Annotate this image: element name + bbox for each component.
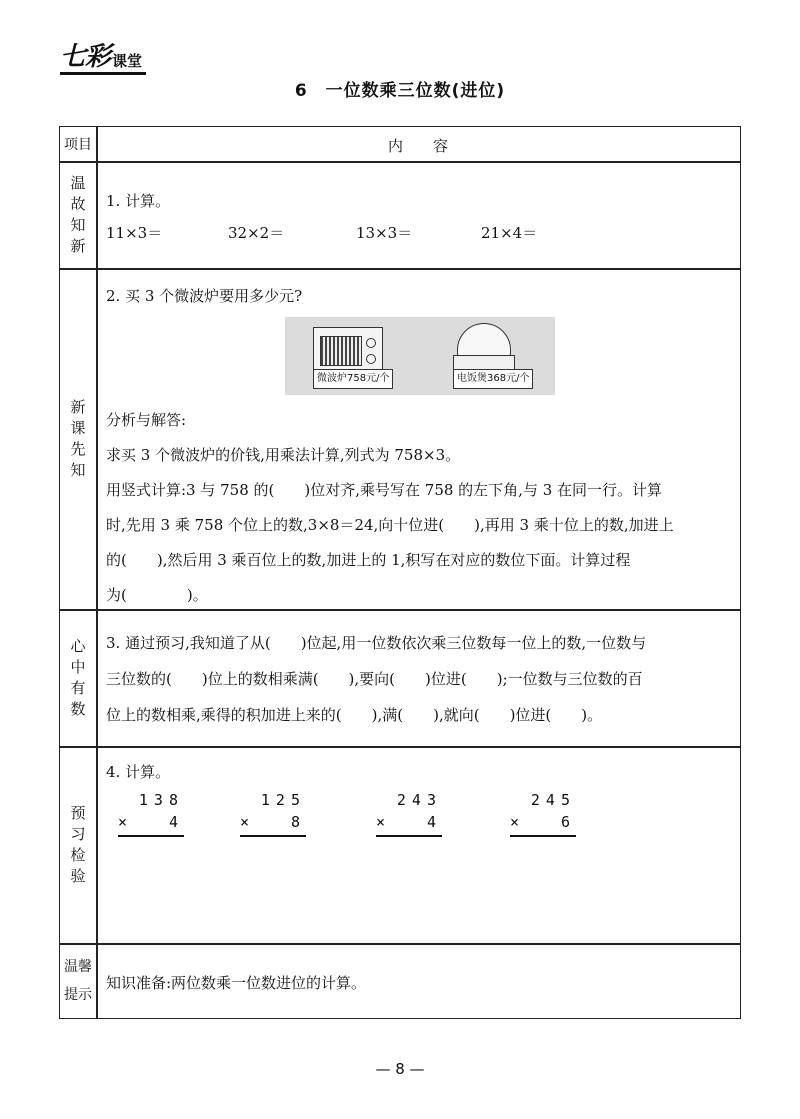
- page-title: 6 一位数乘三位数(进位): [294, 81, 506, 101]
- worksheet-table: [59, 126, 741, 1019]
- header-item-label: 项目: [64, 137, 92, 153]
- answer-rule: [240, 835, 306, 837]
- times-sign: ×: [510, 813, 520, 831]
- preview-label: 预习检验: [70, 804, 86, 885]
- brand-logo: [60, 44, 142, 70]
- column-divider: [96, 127, 98, 1018]
- analysis-line: 用竖式计算:3 与 758 的( )位对齐,乘号写在 758 的左下角,与 3 在同一行。计算: [106, 481, 663, 499]
- q4-text: 4. 计算。: [106, 763, 171, 781]
- mind-line: 3. 通过预习,我知道了从( )位起,用一位数依次乘三位数每一位上的数,一位数与: [106, 634, 647, 652]
- knob-icon: [366, 338, 376, 348]
- row-divider: [60, 943, 740, 945]
- review-label: 温故知新: [70, 174, 86, 255]
- row-divider: [60, 161, 740, 163]
- tips-label: 提示: [64, 987, 92, 1003]
- brand-text: 课堂: [112, 52, 143, 70]
- times-sign: ×: [118, 813, 128, 831]
- product-illustration: [285, 317, 555, 395]
- row-divider: [60, 609, 740, 611]
- multiplicand: 245: [530, 791, 576, 809]
- analysis-line: 求买 3 个微波炉的价钱,用乘法计算,列式为 758×3。: [106, 446, 461, 464]
- mind-label: 心中有数: [70, 637, 86, 718]
- q1-text: 1. 计算。: [106, 192, 171, 210]
- answer-rule: [510, 835, 576, 837]
- multiplier: 4: [426, 813, 436, 831]
- review-label-cell: [60, 162, 96, 268]
- times-sign: ×: [376, 813, 386, 831]
- analysis-line: 时,先用 3 乘 758 个位上的数,3×8＝24,向十位进( ),再用 3 乘十位上的数,加进上: [106, 516, 674, 534]
- tips-text: 知识准备:两位数乘一位数进位的计算。: [106, 974, 367, 992]
- analysis-line: 为( )。: [106, 586, 208, 604]
- newlesson-label-cell: [60, 269, 96, 609]
- rice-cooker-price-tag: 电饭煲368元/个: [453, 369, 533, 389]
- header-item-cell: [60, 127, 96, 161]
- review-expr: 32×2＝: [228, 224, 285, 242]
- tips-label: 温馨: [64, 959, 92, 975]
- rice-cooker-lid: [457, 323, 511, 357]
- mind-line: 位上的数相乘,乘得的积加进上来的( ),满( ),就向( )位进( )。: [106, 706, 603, 724]
- page-number: — 8 —: [375, 1060, 425, 1078]
- multiplier: 4: [168, 813, 178, 831]
- row-divider: [60, 746, 740, 748]
- analysis-heading: 分析与解答:: [106, 411, 187, 429]
- tips-label-cell: [60, 944, 96, 1018]
- rice-cooker-image: [453, 323, 515, 371]
- microwave-image: [313, 327, 383, 373]
- vertical-multiplication: [118, 791, 184, 835]
- answer-rule: [118, 835, 184, 837]
- knob-icon: [366, 354, 376, 364]
- mind-label-cell: [60, 610, 96, 746]
- multiplicand: 138: [138, 791, 184, 809]
- vertical-multiplication: [376, 791, 442, 835]
- brand-script: 七彩: [60, 42, 111, 72]
- microwave-price-tag: 微波炉758元/个: [313, 369, 393, 389]
- multiplier: 8: [290, 813, 300, 831]
- answer-rule: [376, 835, 442, 837]
- analysis-line: 的( ),然后用 3 乘百位上的数,加进上的 1,积写在对应的数位下面。计算过程: [106, 551, 631, 569]
- review-expr: 13×3＝: [356, 224, 413, 242]
- multiplicand: 243: [396, 791, 442, 809]
- review-expr: 11×3＝: [106, 224, 163, 242]
- microwave-window: [320, 336, 362, 366]
- vertical-multiplication: [240, 791, 306, 835]
- q2-text: 2. 买 3 个微波炉要用多少元?: [106, 287, 303, 305]
- preview-label-cell: [60, 747, 96, 943]
- newlesson-label: 新课先知: [70, 398, 86, 479]
- multiplicand: 125: [260, 791, 306, 809]
- multiplier: 6: [560, 813, 570, 831]
- header-content-label: 内 容: [387, 137, 448, 155]
- vertical-multiplication: [510, 791, 576, 835]
- brand-underline: [60, 72, 146, 75]
- mind-line: 三位数的( )位上的数相乘满( ),要向( )位进( );一位数与三位数的百: [106, 670, 643, 688]
- review-expr: 21×4＝: [481, 224, 538, 242]
- times-sign: ×: [240, 813, 250, 831]
